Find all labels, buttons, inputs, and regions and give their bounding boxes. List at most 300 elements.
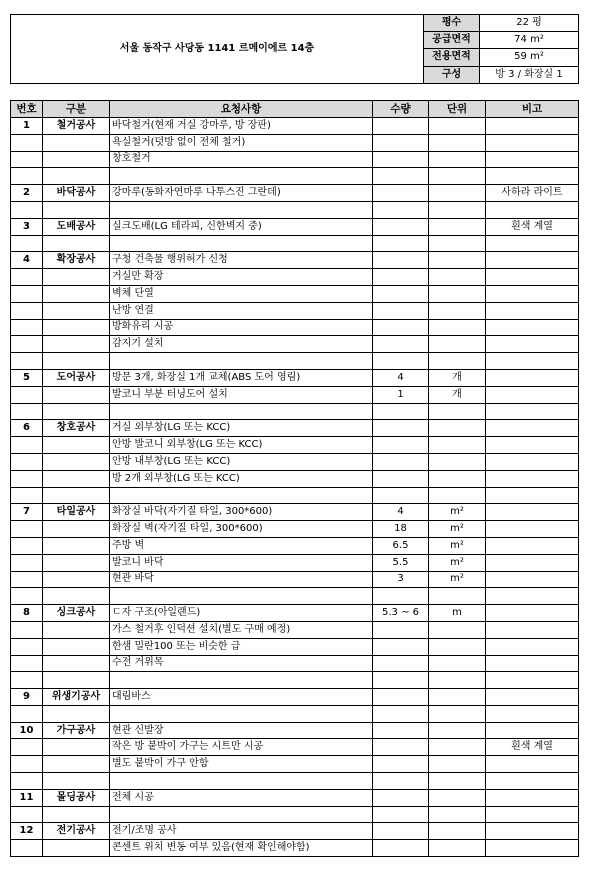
table-row	[11, 252, 579, 269]
row-unit	[429, 756, 486, 773]
row-note	[486, 319, 579, 336]
row-note	[486, 353, 579, 370]
row-quantity	[373, 722, 429, 739]
table-body	[11, 118, 579, 857]
row-request: 작은 방 붙박이 가구는 시트만 시공	[110, 739, 373, 756]
row-number	[11, 470, 43, 487]
row-request: 수전 거위목	[110, 655, 373, 672]
row-unit	[429, 235, 486, 252]
row-note	[486, 689, 579, 706]
table-row	[11, 470, 579, 487]
row-note	[486, 537, 579, 554]
row-category	[43, 168, 110, 185]
row-note	[486, 705, 579, 722]
table-row	[11, 773, 579, 790]
row-note	[486, 571, 579, 588]
col-header-quantity: 수량	[373, 101, 429, 118]
row-number	[11, 588, 43, 605]
table-row	[11, 235, 579, 252]
row-note: 사하라 라이트	[486, 185, 579, 202]
table-row	[11, 840, 579, 857]
row-number: 8	[11, 605, 43, 622]
row-quantity	[373, 806, 429, 823]
header-info-table	[10, 14, 579, 84]
row-note	[486, 420, 579, 437]
row-quantity: 5.3 ~ 6	[373, 605, 429, 622]
row-quantity	[373, 168, 429, 185]
row-number	[11, 319, 43, 336]
col-header-unit: 단위	[429, 101, 486, 118]
row-category	[43, 453, 110, 470]
table-row	[11, 302, 579, 319]
row-number	[11, 655, 43, 672]
info-label-supply-area: 공급면적	[424, 32, 480, 49]
table-row	[11, 118, 579, 135]
row-unit	[429, 638, 486, 655]
row-number	[11, 134, 43, 151]
row-unit	[429, 420, 486, 437]
row-category	[43, 201, 110, 218]
col-header-note: 비고	[486, 101, 579, 118]
row-unit: m²	[429, 504, 486, 521]
row-request: 가스 철거후 인덕션 설치(별도 구매 예정)	[110, 621, 373, 638]
row-number	[11, 756, 43, 773]
row-quantity	[373, 756, 429, 773]
row-unit	[429, 705, 486, 722]
row-note	[486, 655, 579, 672]
table-row	[11, 386, 579, 403]
row-note	[486, 554, 579, 571]
row-note	[486, 168, 579, 185]
table-row	[11, 554, 579, 571]
row-note	[486, 672, 579, 689]
row-request: 강마루(동화자연마루 나투스진 그란데)	[110, 185, 373, 202]
row-quantity	[373, 151, 429, 168]
row-unit	[429, 151, 486, 168]
row-unit: 개	[429, 386, 486, 403]
row-quantity	[373, 638, 429, 655]
row-category	[43, 739, 110, 756]
row-number: 12	[11, 823, 43, 840]
table-row	[11, 420, 579, 437]
row-request	[110, 353, 373, 370]
row-unit	[429, 739, 486, 756]
row-number	[11, 621, 43, 638]
row-category	[43, 336, 110, 353]
row-number: 2	[11, 185, 43, 202]
row-quantity	[373, 655, 429, 672]
table-row	[11, 537, 579, 554]
row-unit	[429, 336, 486, 353]
row-number	[11, 336, 43, 353]
row-number	[11, 571, 43, 588]
row-category: 도어공사	[43, 369, 110, 386]
row-request: ㄷ자 구조(아일랜드)	[110, 605, 373, 622]
row-request: 현관 바닥	[110, 571, 373, 588]
row-request: 별도 붙박이 가구 안함	[110, 756, 373, 773]
table-row	[11, 504, 579, 521]
row-quantity	[373, 403, 429, 420]
row-quantity	[373, 185, 429, 202]
row-number: 5	[11, 369, 43, 386]
row-category	[43, 437, 110, 454]
row-request: 방문 3개, 화장실 1개 교체(ABS 도어 영림)	[110, 369, 373, 386]
row-unit	[429, 621, 486, 638]
row-note	[486, 252, 579, 269]
table-row	[11, 689, 579, 706]
row-quantity	[373, 689, 429, 706]
table-row	[11, 151, 579, 168]
row-unit	[429, 437, 486, 454]
row-request: 콘센트 위치 변동 여부 있음(현재 확인해야함)	[110, 840, 373, 857]
table-row	[11, 739, 579, 756]
row-unit	[429, 185, 486, 202]
row-number: 4	[11, 252, 43, 269]
row-category: 가구공사	[43, 722, 110, 739]
row-unit: m	[429, 605, 486, 622]
row-unit	[429, 118, 486, 135]
row-quantity	[373, 487, 429, 504]
info-label-composition: 구성	[424, 66, 480, 83]
row-note: 흰색 계열	[486, 739, 579, 756]
row-quantity	[373, 252, 429, 269]
table-row	[11, 403, 579, 420]
row-quantity	[373, 336, 429, 353]
row-category	[43, 487, 110, 504]
row-unit	[429, 319, 486, 336]
row-quantity	[373, 302, 429, 319]
row-category	[43, 638, 110, 655]
row-number	[11, 521, 43, 538]
row-request: 거실만 확장	[110, 269, 373, 286]
table-row	[11, 789, 579, 806]
row-quantity	[373, 672, 429, 689]
row-request: 구청 건축물 행위허가 신청	[110, 252, 373, 269]
row-note	[486, 756, 579, 773]
row-note	[486, 840, 579, 857]
row-quantity	[373, 218, 429, 235]
row-quantity	[373, 285, 429, 302]
row-quantity	[373, 739, 429, 756]
row-request	[110, 672, 373, 689]
row-request: 발코니 바닥	[110, 554, 373, 571]
row-number: 7	[11, 504, 43, 521]
row-category: 창호공사	[43, 420, 110, 437]
row-quantity	[373, 840, 429, 857]
table-row	[11, 588, 579, 605]
row-request: 주방 벽	[110, 537, 373, 554]
row-note	[486, 789, 579, 806]
row-category	[43, 319, 110, 336]
row-number	[11, 353, 43, 370]
row-quantity	[373, 705, 429, 722]
row-note	[486, 403, 579, 420]
row-note	[486, 369, 579, 386]
row-category	[43, 151, 110, 168]
row-quantity	[373, 823, 429, 840]
row-quantity	[373, 773, 429, 790]
row-quantity	[373, 470, 429, 487]
row-request: 방 2개 외부창(LG 또는 KCC)	[110, 470, 373, 487]
row-category	[43, 773, 110, 790]
row-note	[486, 823, 579, 840]
table-row	[11, 369, 579, 386]
table-row	[11, 218, 579, 235]
table-row	[11, 806, 579, 823]
table-row	[11, 353, 579, 370]
row-number	[11, 437, 43, 454]
row-quantity	[373, 437, 429, 454]
info-value-exclusive-area: 59 m²	[480, 49, 579, 66]
table-header-row	[11, 101, 579, 118]
row-number	[11, 235, 43, 252]
row-request: 감지기 설치	[110, 336, 373, 353]
row-unit	[429, 840, 486, 857]
row-unit: m²	[429, 521, 486, 538]
table-row	[11, 168, 579, 185]
row-unit	[429, 773, 486, 790]
table-row	[11, 285, 579, 302]
row-quantity	[373, 269, 429, 286]
row-note	[486, 773, 579, 790]
row-number	[11, 773, 43, 790]
row-quantity: 6.5	[373, 537, 429, 554]
row-note	[486, 621, 579, 638]
row-unit: m²	[429, 537, 486, 554]
row-request	[110, 403, 373, 420]
row-request: 방화유리 시공	[110, 319, 373, 336]
row-number	[11, 386, 43, 403]
row-quantity	[373, 588, 429, 605]
row-unit	[429, 823, 486, 840]
row-quantity	[373, 201, 429, 218]
table-row	[11, 269, 579, 286]
table-row	[11, 453, 579, 470]
row-request: 한샘 밀란100 또는 비슷한 급	[110, 638, 373, 655]
row-quantity	[373, 621, 429, 638]
row-request: 발코니 부분 터닝도어 설치	[110, 386, 373, 403]
row-note	[486, 638, 579, 655]
row-unit	[429, 302, 486, 319]
row-number: 1	[11, 118, 43, 135]
table-row	[11, 185, 579, 202]
row-number	[11, 672, 43, 689]
table-row	[11, 756, 579, 773]
work-request-table	[10, 100, 579, 857]
row-category	[43, 537, 110, 554]
row-quantity: 1	[373, 386, 429, 403]
row-quantity: 3	[373, 571, 429, 588]
row-category	[43, 554, 110, 571]
row-category	[43, 235, 110, 252]
row-number	[11, 269, 43, 286]
row-quantity: 5.5	[373, 554, 429, 571]
table-row	[11, 722, 579, 739]
row-number	[11, 705, 43, 722]
table-row	[11, 487, 579, 504]
row-request: 화장실 바닥(자기질 타일, 300*600)	[110, 504, 373, 521]
row-note	[486, 521, 579, 538]
row-number	[11, 537, 43, 554]
row-request: 안방 발코니 외부창(LG 또는 KCC)	[110, 437, 373, 454]
row-number	[11, 201, 43, 218]
row-unit	[429, 168, 486, 185]
row-category	[43, 302, 110, 319]
row-note	[486, 806, 579, 823]
table-row	[11, 134, 579, 151]
row-category	[43, 521, 110, 538]
table-row	[11, 201, 579, 218]
row-quantity	[373, 134, 429, 151]
row-category	[43, 353, 110, 370]
table-row	[11, 336, 579, 353]
row-unit	[429, 134, 486, 151]
row-note	[486, 201, 579, 218]
row-category	[43, 756, 110, 773]
row-request: 전기/조명 공사	[110, 823, 373, 840]
row-unit	[429, 269, 486, 286]
row-category	[43, 705, 110, 722]
row-note	[486, 722, 579, 739]
row-number	[11, 403, 43, 420]
row-request: 창호철거	[110, 151, 373, 168]
row-request: 현관 신발장	[110, 722, 373, 739]
row-category: 바닥공사	[43, 185, 110, 202]
row-request: 바닥철거(현재 거실 강마루, 방 장판)	[110, 118, 373, 135]
row-category: 도배공사	[43, 218, 110, 235]
row-number: 11	[11, 789, 43, 806]
row-category	[43, 588, 110, 605]
row-note	[486, 336, 579, 353]
row-quantity	[373, 353, 429, 370]
row-note	[486, 437, 579, 454]
col-header-request: 요청사항	[110, 101, 373, 118]
row-number: 3	[11, 218, 43, 235]
row-request	[110, 773, 373, 790]
row-number	[11, 840, 43, 857]
site-address-title: 서울 동작구 사당동 1141 르메이에르 14층	[11, 15, 424, 84]
row-unit	[429, 789, 486, 806]
table-row	[11, 638, 579, 655]
row-category: 타일공사	[43, 504, 110, 521]
row-category: 위생기공사	[43, 689, 110, 706]
row-note	[486, 302, 579, 319]
row-note	[486, 151, 579, 168]
row-request: 화장실 벽(자기질 타일, 300*600)	[110, 521, 373, 538]
row-unit	[429, 403, 486, 420]
table-row	[11, 655, 579, 672]
row-number	[11, 638, 43, 655]
row-number	[11, 285, 43, 302]
row-note	[486, 487, 579, 504]
row-number: 10	[11, 722, 43, 739]
info-value-pyeong: 22 평	[480, 15, 579, 32]
row-note	[486, 504, 579, 521]
row-unit	[429, 201, 486, 218]
col-header-category: 구분	[43, 101, 110, 118]
row-unit	[429, 655, 486, 672]
row-unit	[429, 722, 486, 739]
row-unit	[429, 453, 486, 470]
row-number: 9	[11, 689, 43, 706]
row-category	[43, 840, 110, 857]
row-number: 6	[11, 420, 43, 437]
col-header-number: 번호	[11, 101, 43, 118]
info-value-supply-area: 74 m²	[480, 32, 579, 49]
row-unit	[429, 487, 486, 504]
row-quantity	[373, 319, 429, 336]
row-quantity: 4	[373, 369, 429, 386]
row-unit	[429, 588, 486, 605]
row-category: 몰딩공사	[43, 789, 110, 806]
row-quantity	[373, 789, 429, 806]
row-category	[43, 470, 110, 487]
row-number	[11, 151, 43, 168]
row-note	[486, 235, 579, 252]
row-request: 전체 시공	[110, 789, 373, 806]
table-row	[11, 605, 579, 622]
row-number	[11, 554, 43, 571]
row-request: 대림바스	[110, 689, 373, 706]
row-category	[43, 386, 110, 403]
row-number	[11, 302, 43, 319]
row-note	[486, 134, 579, 151]
row-request	[110, 235, 373, 252]
row-note	[486, 453, 579, 470]
row-number	[11, 168, 43, 185]
row-category	[43, 571, 110, 588]
row-quantity	[373, 118, 429, 135]
info-label-exclusive-area: 전용면적	[424, 49, 480, 66]
info-value-composition: 방 3 / 화장실 1	[480, 66, 579, 83]
row-note: 흰색 계열	[486, 218, 579, 235]
row-unit	[429, 689, 486, 706]
row-request: 벽체 단열	[110, 285, 373, 302]
row-unit	[429, 806, 486, 823]
table-row	[11, 437, 579, 454]
row-quantity	[373, 420, 429, 437]
row-request: 안방 내부창(LG 또는 KCC)	[110, 453, 373, 470]
row-request	[110, 487, 373, 504]
row-note	[486, 285, 579, 302]
row-unit	[429, 252, 486, 269]
row-note	[486, 118, 579, 135]
row-request: 실크도배(LG 테라피, 신한벽지 중)	[110, 218, 373, 235]
row-request: 난방 연결	[110, 302, 373, 319]
row-category: 전기공사	[43, 823, 110, 840]
row-unit: m²	[429, 571, 486, 588]
table-row	[11, 521, 579, 538]
row-request	[110, 588, 373, 605]
row-number	[11, 487, 43, 504]
row-request	[110, 806, 373, 823]
info-label-pyeong: 평수	[424, 15, 480, 32]
row-unit	[429, 353, 486, 370]
row-request	[110, 168, 373, 185]
row-category	[43, 269, 110, 286]
row-number	[11, 806, 43, 823]
row-category: 싱크공사	[43, 605, 110, 622]
row-quantity	[373, 235, 429, 252]
row-category: 철거공사	[43, 118, 110, 135]
row-note	[486, 269, 579, 286]
row-request: 욕실철거(덧방 없이 전체 철거)	[110, 134, 373, 151]
table-row	[11, 621, 579, 638]
row-category	[43, 621, 110, 638]
row-quantity	[373, 453, 429, 470]
row-note	[486, 605, 579, 622]
row-category	[43, 806, 110, 823]
